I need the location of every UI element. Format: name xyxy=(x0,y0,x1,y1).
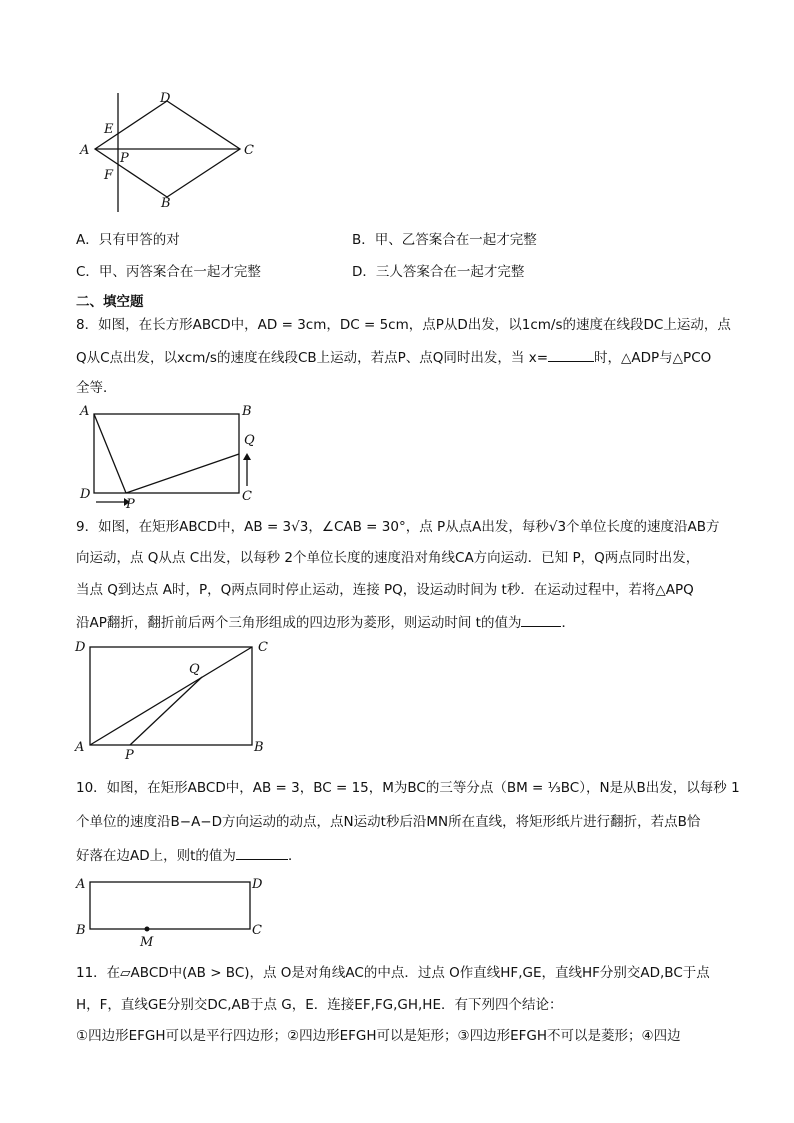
q9-answer-blank[interactable] xyxy=(521,612,561,627)
label-B: B xyxy=(161,196,171,211)
q8-label-D: D xyxy=(80,487,91,502)
q9-label-A: A xyxy=(75,740,85,755)
q8-line2-text: Q从C点出发，以xcm/s的速度在线段CB上运动，若点P、点Q同时出发，当 x= xyxy=(76,350,549,366)
option-c: C．甲、丙答案合在一起才完整 xyxy=(76,264,261,280)
q8-label-B: B xyxy=(242,404,252,419)
q9-line3: 当点 Q到达点 A时，P，Q两点同时停止运动，连接 PQ，设运动时间为 t秒．在运动过程中，若将△APQ xyxy=(76,582,694,598)
q8-line1: 8．如图，在长方形ABCD中，AD = 3cm，DC = 5cm，点P从D出发，以1cm/s的速度在线段DC上运动，点 xyxy=(76,317,731,333)
q8-label-C: C xyxy=(242,489,252,504)
label-A: A xyxy=(80,143,90,158)
q9-label-C: C xyxy=(258,640,268,655)
q10-line2: 个单位的速度沿B−A−D方向运动的动点，点N运动t秒后沿MN所在直线，将矩形纸片进行翻折，若点B恰 xyxy=(76,814,701,830)
q9-line2: 向运动，点 Q从点 C出发，以每秒 2个单位长度的速度沿对角线CA方向运动．已知 P，Q两点同时出发， xyxy=(76,550,700,566)
q9-label-P: P xyxy=(125,748,134,763)
label-F: F xyxy=(104,168,114,183)
q10-label-D: D xyxy=(252,877,263,892)
q9-line4-tail: ． xyxy=(561,615,575,631)
q8-line3: 全等． xyxy=(76,380,117,396)
label-E: E xyxy=(104,122,114,137)
q10-label-B: B xyxy=(76,923,86,938)
q8-figure xyxy=(70,400,270,510)
q9-label-B: B xyxy=(254,740,264,755)
q9-figure xyxy=(70,635,280,765)
label-D: D xyxy=(160,91,171,106)
q10-line3 xyxy=(76,845,301,866)
q9-label-Q: Q xyxy=(189,662,200,677)
q10-line1: 10．如图，在矩形ABCD中，AB = 3，BC = 15，M为BC的三等分点（BM = ⅓BC），N是从B出发，以每秒 1 xyxy=(76,780,740,796)
q8-line2 xyxy=(76,347,711,368)
q10-label-A: A xyxy=(76,877,86,892)
q11-line2: H，F，直线GE分别交DC,AB于点 G，E．连接EF,FG,GH,HE．有下列四个结论： xyxy=(76,997,563,1013)
label-C: C xyxy=(244,143,254,158)
q10-line3-tail: ． xyxy=(287,848,302,864)
q10-line3-text: 好落在边AD上，则t的值为 xyxy=(76,848,236,864)
option-d: D．三人答案合在一起才完整 xyxy=(352,264,525,280)
q11-line3: ①四边形EFGH可以是平行四边形；②四边形EFGH可以是矩形；③四边形EFGH不可以是菱形；④四边 xyxy=(76,1028,681,1044)
q8-label-Q: Q xyxy=(244,433,255,448)
q9-line4-text: 沿AP翻折，翻折前后两个三角形组成的四边形为菱形，则运动时间 t的值为 xyxy=(76,615,522,631)
label-P: P xyxy=(120,151,129,166)
q10-label-C: C xyxy=(252,923,262,938)
option-b: B．甲、乙答案合在一起才完整 xyxy=(352,232,537,248)
q9-label-D: D xyxy=(75,640,86,655)
section-title: 二、填空题 xyxy=(76,294,144,310)
q8-line2-tail: 时，△ADP与△PCO xyxy=(594,350,712,366)
option-a: A．只有甲答的对 xyxy=(76,232,180,248)
q11-line1: 11．在▱ABCD中(AB > BC)，点 O是对角线AC的中点．过点 O作直线HF,GE，直线HF分别交AD,BC于点 xyxy=(76,965,710,981)
q8-label-A: A xyxy=(80,404,90,419)
q10-figure xyxy=(70,868,280,950)
q9-line4 xyxy=(76,612,575,633)
q8-label-P: P xyxy=(126,497,135,510)
rhombus-figure xyxy=(70,85,270,220)
q8-answer-blank[interactable] xyxy=(548,347,594,362)
q10-answer-blank[interactable] xyxy=(236,845,288,860)
q9-line1: 9．如图，在矩形ABCD中，AB = 3√3，∠CAB = 30°，点 P从点A出发，每秒√3个单位长度的速度沿AB方 xyxy=(76,519,720,535)
q10-label-M: M xyxy=(140,935,154,950)
